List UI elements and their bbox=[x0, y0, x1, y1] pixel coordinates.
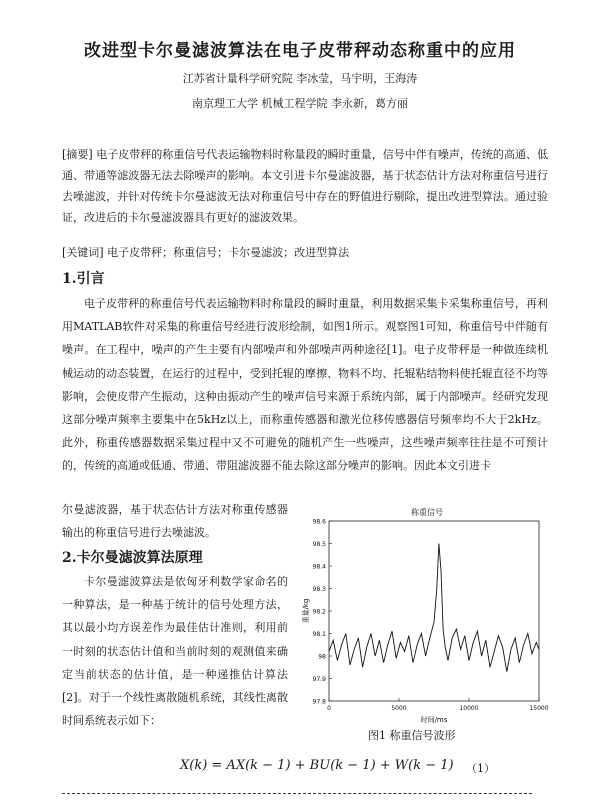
y-tick-label: 98.1 bbox=[312, 631, 326, 638]
y-tick-label: 97.9 bbox=[312, 676, 326, 683]
plot-area bbox=[329, 521, 539, 701]
abstract-text: 电子皮带秤的称重信号代表运输物料时称量段的瞬时重量，信号中伴有噪声，传统的高通、低通、带通等滤波器无法去除噪声的影响。本文引进卡尔曼滤波器，基于状态估计方法对称重信号进行去噪滤波，并针对传统卡尔曼滤波无法对称重信号中存在的野值进行剔除，提出改进型算法。通过验证，改进后的卡尔曼滤波器具有更好的滤波效果。 bbox=[62, 148, 549, 224]
weighing-signal-chart bbox=[297, 503, 549, 725]
keywords-label: [关键词] bbox=[62, 246, 104, 259]
x-tick-label: 0 bbox=[327, 705, 331, 712]
y-tick-label: 98.6 bbox=[312, 518, 326, 526]
author-line-2: 南京理工大学 机械工程学院 李永新，葛方丽 bbox=[192, 97, 408, 110]
abstract-label: [摘要] bbox=[62, 148, 93, 161]
y-axis-label: 重量/kg bbox=[302, 598, 310, 624]
figure-caption: 图1 称重信号波形 bbox=[368, 729, 456, 742]
x-tick-label: 10000 bbox=[459, 705, 479, 712]
x-tick-label: 15000 bbox=[529, 705, 549, 712]
y-tick-label: 97.8 bbox=[312, 698, 326, 706]
intro-paragraph-continued: 尔曼滤波器，基于状态估计方法对称重传感器输出的称重信号进行去噪滤波。 bbox=[62, 503, 288, 540]
y-tick-label: 98.4 bbox=[312, 563, 326, 571]
chart-title: 称重信号 bbox=[411, 508, 443, 517]
y-tick-label: 98 bbox=[318, 653, 326, 661]
x-tick-label: 5000 bbox=[391, 705, 407, 712]
figure-1 bbox=[297, 503, 549, 725]
footer-rule bbox=[62, 793, 532, 794]
keywords-text: 电子皮带秤；称重信号；卡尔曼滤波；改进型算法 bbox=[107, 246, 350, 259]
abstract bbox=[62, 144, 548, 228]
y-tick-label: 98.2 bbox=[312, 608, 326, 616]
y-tick-label: 98.3 bbox=[312, 586, 326, 593]
paper-title: 改进型卡尔曼滤波算法在电子皮带秤动态称重中的应用 bbox=[84, 41, 516, 61]
section-heading-intro: 1.引言 bbox=[62, 271, 105, 287]
y-tick-label: 98.5 bbox=[312, 541, 326, 548]
intro-paragraph: 电子皮带秤的称重信号代表运输物料时称量段的瞬时重量，利用数据采集卡采集称重信号，再利用MATLAB软件对采集的称重信号经进行波形绘制，如图1所示。观察图1可知，称重信号中伴随有噪声。在工程中，噪声的产生主要有内部噪声和外部噪声两种途径[1]。电子皮带秤是一种做连续机械运动的动态装置，在运行的过程中，受到托辊的摩擦、物料不均、托辊粘结物料使托辊直径不均等影响，会使皮带产生振动，这种由振动产生的噪声信号来源于系统内部，属于内部噪声。经研究发现这部分噪声频率主要集中在5kHz以上，而称重传感器和激光位移传感器信号频率均不大于2kHz。此外，称重传感器数据采集过程中又不可避免的随机产生一些噪声，这些噪声频率往往是不可预计的，传统的高通或低通、带通、带阻滤波器不能去除这部分噪声的影响。因此本文引进卡 bbox=[62, 297, 548, 473]
x-axis-label: 时间/ms bbox=[420, 716, 448, 724]
equation-1: X(k) = AX(k − 1) + BU(k − 1) + W(k − 1) bbox=[180, 758, 454, 773]
section-heading-kalman: 2.卡尔曼滤波算法原理 bbox=[62, 550, 203, 566]
author-line-1: 江苏省计量科学研究院 李冰莹，马宇明，王海涛 bbox=[182, 72, 418, 85]
kalman-paragraph: 卡尔曼滤波算法是依匈牙利数学家命名的一种算法，是一种基于统计的信号处理方法，其以最小均方误差作为最佳估计准则，利用前一时刻的状态估计值和当前时刻的观测值来确定当前状态的估计值，是一种递推估计算法[2]。对于一个线性离散随机系统，其线性离散时间系统表示如下： bbox=[62, 575, 288, 728]
equation-number: （1） bbox=[466, 762, 495, 775]
keywords bbox=[62, 242, 548, 263]
